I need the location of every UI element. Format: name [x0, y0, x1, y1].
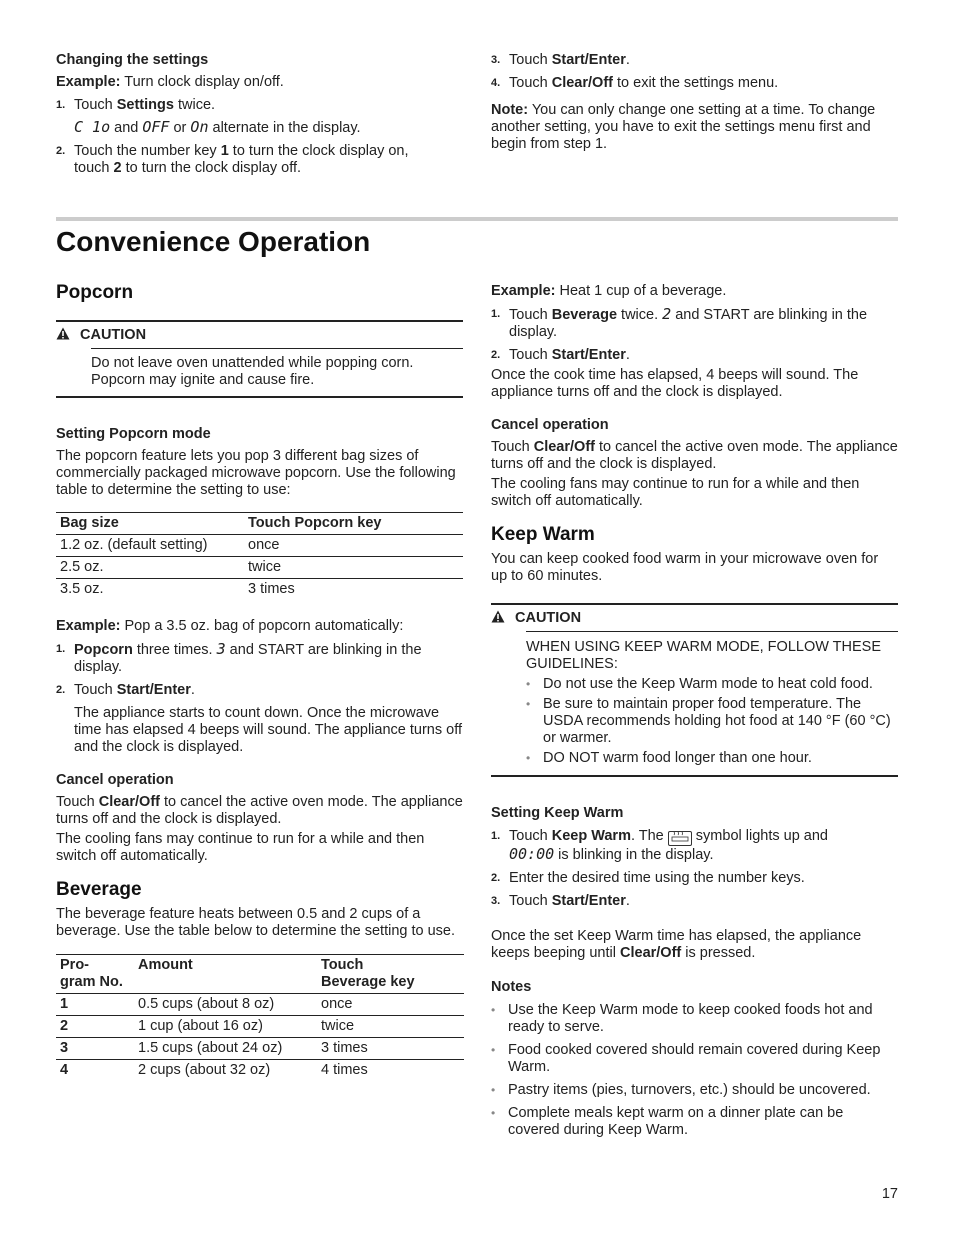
page-title: Convenience Operation [56, 226, 371, 257]
table-header-row [56, 513, 463, 535]
table-header: Pro- gram No. [60, 957, 123, 990]
table-cell: once [248, 537, 280, 553]
table-header: Amount [138, 957, 193, 973]
table-cell: 1.2 oz. (default setting) [60, 537, 208, 553]
display-3: 3 [216, 640, 226, 658]
table-header-row [56, 955, 464, 994]
changing-settings-right [491, 52, 896, 153]
table-cell: 2 [60, 1018, 69, 1034]
beverage-cancel-text: Touch Clear/Off to cancel the active oven mode. The appliance turns off and the clock is displayed. [491, 439, 898, 472]
changing-step-3: 3. Touch Start/Enter. [491, 52, 630, 68]
table-row [56, 994, 464, 1016]
setting-keepwarm-heading: Setting Keep Warm [491, 805, 624, 821]
table-cell: 3.5 oz. [60, 581, 104, 597]
table-cell: 4 [60, 1062, 69, 1078]
table-row [56, 579, 463, 601]
keepwarm-intro: You can keep cooked food warm in your microwave oven for up to 60 minutes. [491, 551, 879, 584]
list-item: • Do not use the Keep Warm mode to heat cold food. [526, 676, 898, 693]
table-row [56, 1060, 464, 1082]
popcorn-cooling-text: The cooling fans may continue to run for a while and then switch off automatically. [56, 831, 425, 864]
popcorn-cancel-heading: Cancel operation [56, 772, 174, 788]
notes-list [491, 1002, 898, 1139]
popcorn-caution-box [56, 320, 463, 398]
caution-header: CAUTION [56, 322, 463, 348]
warning-icon [56, 327, 70, 340]
list-item: • DO NOT warm food longer than one hour. [526, 750, 898, 767]
table-cell: 4 times [321, 1062, 368, 1078]
table-header: Bag size [60, 515, 119, 531]
popcorn-step-2: 2. Touch Start/Enter. The appliance starts to count down. Once the microwave time has elapsed 4 beeps will sound. The appliance turns off and the clock is displayed. [56, 682, 462, 755]
beverage-intro: The beverage feature heats between 0.5 and 2 cups of a beverage. Use the table below to determine the setting to use. [56, 906, 455, 939]
table-cell: 1 cup (about 16 oz) [138, 1018, 263, 1034]
table-cell: once [321, 996, 353, 1012]
beverage-step-2: 2. Touch Start/Enter. [491, 347, 630, 363]
popcorn-example: Example: Pop a 3.5 oz. bag of popcorn automatically: [56, 618, 404, 634]
list-item: • Use the Keep Warm mode to keep cooked foods hot and ready to serve. [491, 1002, 898, 1036]
popcorn-step-2-body: The appliance starts to count down. Once the microwave time has elapsed 4 beeps will sound. The appliance turns off and the clock is displayed. [74, 705, 462, 755]
keepwarm-caution-box [491, 603, 898, 777]
table-cell: 0.5 cups (about 8 oz) [138, 996, 275, 1012]
example-label: Example: [56, 74, 121, 90]
caution-header: CAUTION [491, 605, 898, 631]
keepwarm-caution-lead: WHEN USING KEEP WARM MODE, FOLLOW THESE GUIDELINES: [526, 639, 882, 672]
keepwarm-caution-list [526, 676, 898, 767]
changing-settings-left [56, 52, 456, 177]
display-2: 2 [662, 305, 672, 323]
list-item: • Complete meals kept warm on a dinner plate can be covered during Keep Warm. [491, 1105, 898, 1139]
keep-warm-symbol-icon [668, 831, 692, 846]
beverage-table [56, 954, 464, 1081]
list-item: • Be sure to maintain proper food temperature. The USDA recommends holding hot food at 140 °F (60 °C) or warmer. [526, 696, 898, 747]
table-row [56, 557, 463, 579]
setting-popcorn-heading: Setting Popcorn mode [56, 426, 211, 442]
beverage-heading: Beverage [56, 879, 142, 900]
table-header: Touch Popcorn key [248, 515, 382, 531]
right-column [491, 283, 898, 1139]
popcorn-table [56, 512, 463, 600]
table-row [56, 1038, 464, 1060]
popcorn-cancel-text: Touch Clear/Off to cancel the active oven mode. The appliance turns off and the clock is displayed. [56, 794, 463, 827]
changing-note: Note: You can only change one setting at a time. To change another setting, you have to exit the settings menu first and begin from step 1. [491, 102, 876, 152]
table-row [56, 1016, 464, 1038]
table-cell: twice [321, 1018, 355, 1034]
beverage-example: Example: Heat 1 cup of a beverage. [491, 283, 727, 299]
display-0000: 00:00 [509, 845, 555, 863]
notes-heading: Notes [491, 979, 532, 995]
popcorn-step-1: 1. Popcorn three times. 3 and START are blinking in the display. [56, 640, 422, 675]
changing-settings-heading: Changing the settings [56, 52, 209, 68]
display-on: On [190, 118, 209, 136]
changing-step-1: 1. Touch Settings twice. C 1o and OFF or On alternate in the display. [56, 97, 361, 136]
table-cell: 3 times [248, 581, 295, 597]
table-cell: 1.5 cups (about 24 oz) [138, 1040, 283, 1056]
table-cell: 2.5 oz. [60, 559, 104, 575]
table-cell: 3 times [321, 1040, 368, 1056]
table-cell: 3 [60, 1040, 69, 1056]
changing-example [56, 74, 456, 91]
keepwarm-step-2: 2. Enter the desired time using the number keys. [491, 870, 805, 886]
table-cell: 2 cups (about 32 oz) [138, 1062, 271, 1078]
display-off: OFF [142, 118, 170, 136]
popcorn-intro: The popcorn feature lets you pop 3 different bag sizes of commercially packaged microwave popcorn. Use the following table to determine the setting to use: [56, 448, 456, 498]
popcorn-heading: Popcorn [56, 282, 134, 303]
list-item: • Food cooked covered should remain covered during Keep Warm. [491, 1042, 898, 1076]
table-cell: twice [248, 559, 282, 575]
beverage-after: Once the cook time has elapsed, 4 beeps will sound. The appliance turns off and the clock is displayed. [491, 367, 859, 400]
section-rule [56, 217, 898, 221]
beverage-step-1: 1. Touch Beverage twice. 2 and START are blinking in the display. [491, 305, 868, 340]
changing-step-2: 2. Touch the number key 1 to turn the clock display on, touch 2 to turn the clock display off. [56, 143, 409, 176]
left-column [56, 282, 463, 1081]
keepwarm-after: Once the set Keep Warm time has elapsed, the appliance keeps beeping until Clear/Off is pressed. [491, 928, 862, 961]
display-c10: C 1o [74, 118, 111, 136]
page-number: 17 [881, 1186, 898, 1202]
keepwarm-step-3: 3. Touch Start/Enter. [491, 893, 630, 909]
table-cell: 1 [60, 996, 69, 1012]
keepwarm-heading: Keep Warm [491, 524, 595, 545]
popcorn-caution-text: Do not leave oven unattended while popping corn. Popcorn may ignite and cause fire. [91, 355, 414, 388]
beverage-cooling-text: The cooling fans may continue to run for a while and then switch off automatically. [491, 476, 860, 509]
list-item: • Pastry items (pies, turnovers, etc.) should be uncovered. [491, 1082, 898, 1099]
beverage-cancel-heading: Cancel operation [491, 417, 609, 433]
changing-step-4: 4. Touch Clear/Off to exit the settings menu. [491, 75, 779, 91]
warning-icon [491, 610, 505, 623]
example-text: Turn clock display on/off. [120, 74, 284, 90]
keepwarm-step-1: 1. Touch Keep Warm. The symbol lights up and 00:00 is blinking in the display. [491, 828, 828, 863]
table-row [56, 535, 463, 557]
table-header: Touch Beverage key [321, 957, 415, 990]
